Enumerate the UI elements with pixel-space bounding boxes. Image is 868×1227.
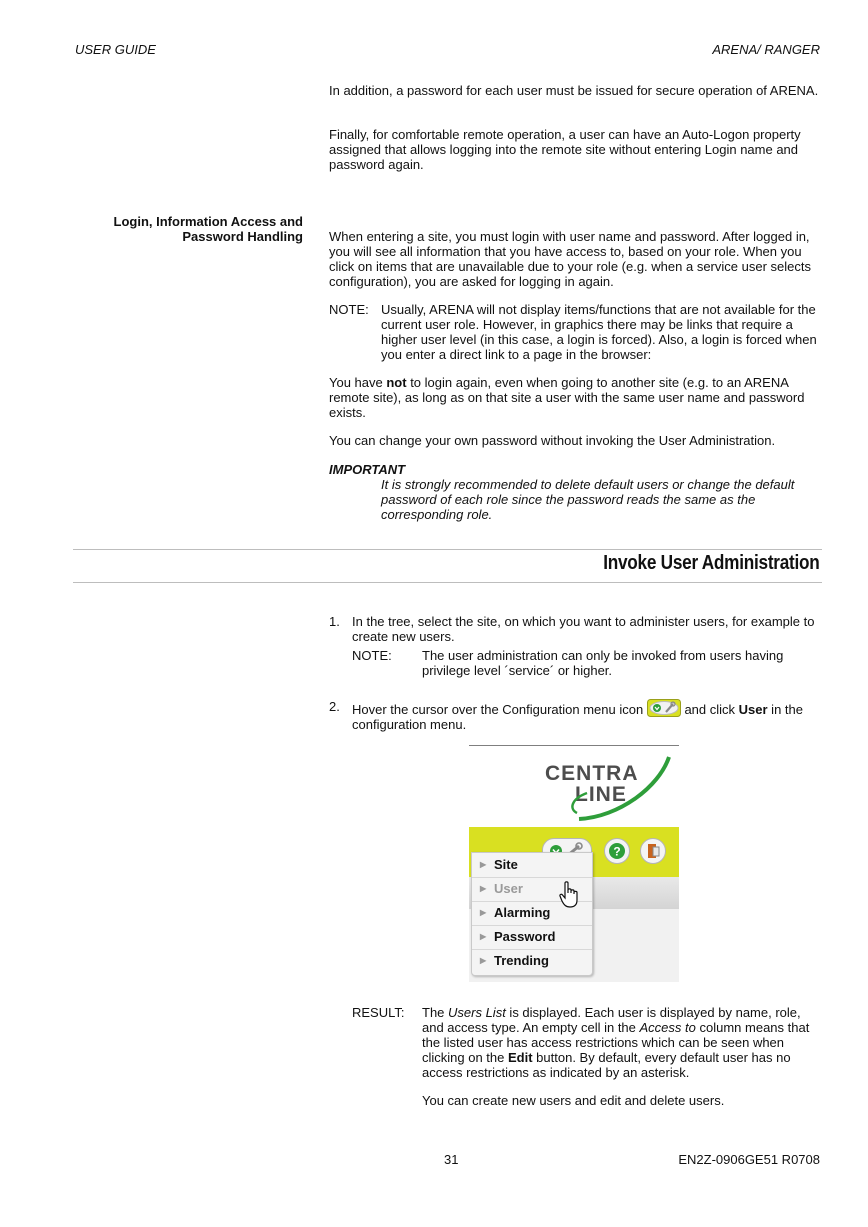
step-2-bold: User	[738, 702, 768, 717]
step-2-text-c: in the configuration menu.	[352, 702, 803, 732]
section-rule-top	[73, 549, 822, 550]
help-button[interactable]	[604, 838, 630, 864]
important-label: IMPORTANT	[329, 462, 406, 477]
p2-text-a: You have	[329, 375, 387, 390]
result-text-a: The	[422, 1005, 449, 1020]
step-1-note-label: NOTE:	[352, 648, 392, 663]
menu-arrow-icon: ▶	[480, 908, 487, 917]
intro-paragraph-1: In addition, a password for each user must be issued for secure operation of ARENA.	[329, 83, 819, 98]
figure-top-line	[469, 745, 679, 746]
header-left: USER GUIDE	[75, 42, 156, 57]
step-2-text-b: and click	[680, 702, 739, 717]
step-1-text: In the tree, select the site, on which you want to administer users, for example to create new users.	[352, 614, 815, 644]
logo-line-2: LINE	[575, 783, 627, 806]
result-bold-edit: Edit	[508, 1050, 533, 1065]
result-italic-users-list: Users List	[448, 1005, 506, 1020]
configuration-menu-icon[interactable]	[647, 699, 681, 717]
menu-arrow-icon: ▶	[480, 956, 487, 965]
important-block	[329, 462, 821, 522]
side-heading-line-1: Login, Information Access and	[113, 214, 303, 229]
config-menu-screenshot	[469, 745, 679, 982]
result-italic-access-to: Access to	[639, 1020, 696, 1035]
note-label: NOTE:	[329, 302, 369, 317]
step-1-note-text: The user administration can only be invoked from users having privilege level ´service´ or higher.	[422, 648, 784, 678]
p2-bold: not	[386, 375, 407, 390]
intro-paragraph-2: Finally, for comfortable remote operation, a user can have an Auto-Logon property assigned that allows logging into the remote site without entering Login name and password again.	[329, 127, 801, 172]
result-text-c: column means that the listed user has access restrictions which can be seen when clicking on the	[422, 1020, 810, 1065]
menu-arrow-icon: ▶	[480, 884, 487, 893]
result-text	[422, 1005, 822, 1080]
note-text: Usually, ARENA will not display items/functions that are not available for the current user role. However, in graphics there may be links that require a higher user level (in this case, a login is forced). Also, a login is forced when you enter a direct link to a page in the browser:	[381, 302, 817, 362]
menu-item-trending[interactable]	[472, 949, 592, 973]
result-text-b: is displayed. Each user is displayed by name, role, and access type. An empty cell in the	[422, 1005, 801, 1035]
menu-item-label: User	[494, 881, 523, 896]
login-note	[329, 302, 821, 362]
svg-text:?: ?	[613, 844, 621, 859]
header-right: ARENA/ RANGER	[712, 42, 820, 57]
logout-button[interactable]	[640, 838, 666, 864]
result-paragraph-2: You can create new users and edit and delete users.	[422, 1093, 725, 1108]
hand-cursor-icon	[559, 881, 581, 912]
menu-arrow-icon: ▶	[480, 860, 487, 869]
page-number: 31	[444, 1152, 459, 1167]
result-label: RESULT:	[352, 1005, 405, 1020]
menu-item-label: Password	[494, 929, 556, 944]
configuration-dropdown-menu	[471, 852, 593, 976]
logo-line-1: CENTRA	[545, 762, 639, 785]
section-title: Invoke User Administration	[603, 552, 820, 574]
login-paragraph-3: You can change your own password without invoking the User Administration.	[329, 433, 776, 448]
document-id: EN2Z-0906GE51 R0708	[678, 1152, 820, 1167]
result-text-d: button. By default, every default user has no access restrictions as indicated by an asterisk.	[422, 1050, 791, 1080]
login-paragraph-2	[329, 375, 821, 420]
centraline-logo	[469, 747, 679, 827]
menu-arrow-icon: ▶	[480, 932, 487, 941]
p2-text-b: to login again, even when going to another site (e.g. to an ARENA remote site), as long as on that site a user with the same user name and password exists.	[329, 375, 805, 420]
menu-item-label: Site	[494, 857, 518, 872]
step-2-text	[352, 699, 822, 732]
step-2-text-a: Hover the cursor over the Configuration menu icon	[352, 702, 647, 717]
menu-item-label: Trending	[494, 953, 549, 968]
login-paragraph-1: When entering a site, you must login with user name and password. After logged in, you will see all information that you have access to, based on your role. When you click on items that are unavailable due to your role (e.g. when a service user selects configuration), you are asked for logging in again.	[329, 229, 811, 289]
side-heading-line-2: Password Handling	[182, 229, 303, 244]
menu-item-site[interactable]	[472, 853, 592, 877]
menu-item-password[interactable]	[472, 925, 592, 949]
important-text: It is strongly recommended to delete default users or change the default password of each role since the password reads the same as the corresponding role.	[381, 477, 795, 522]
step-2-number: 2.	[329, 699, 340, 714]
menu-item-label: Alarming	[494, 905, 551, 920]
section-rule-bottom	[73, 582, 822, 583]
step-1-number: 1.	[329, 614, 340, 629]
side-heading	[74, 214, 303, 244]
